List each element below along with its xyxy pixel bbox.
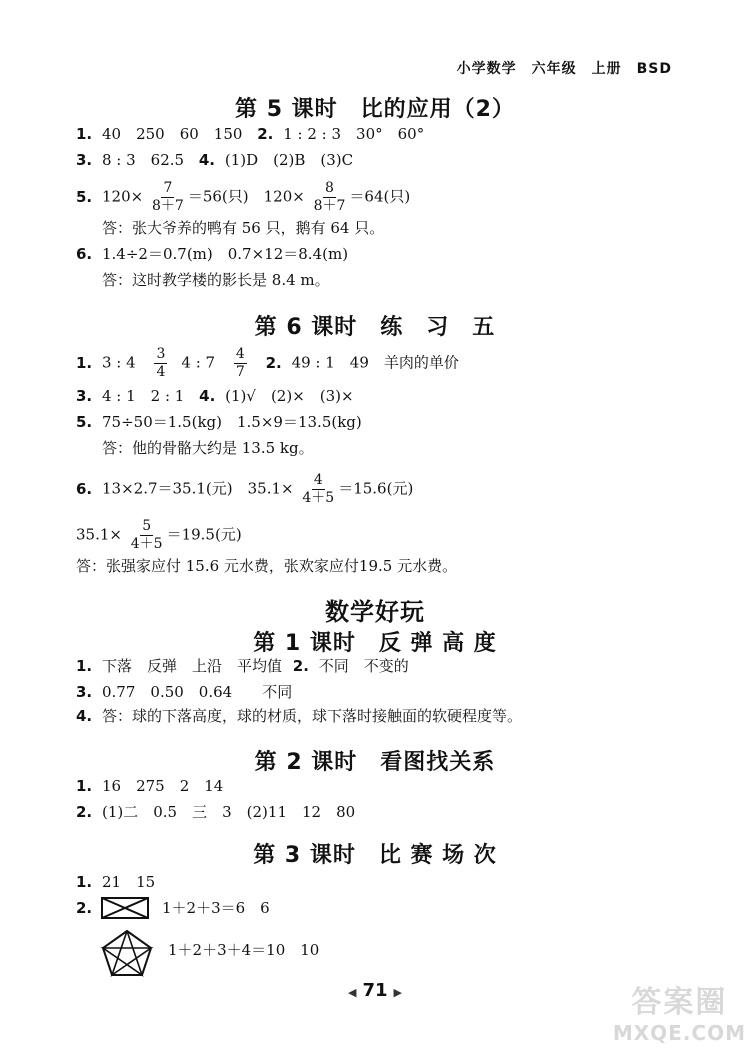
answer-text: 1＋2＋3＝6 6 bbox=[162, 899, 270, 917]
chapter-title-math-fun: 数学好玩 bbox=[325, 598, 425, 626]
answer-text: 下落 反弹 上沿 平均值 bbox=[102, 657, 283, 675]
answer-text: 120× bbox=[102, 187, 144, 206]
item-number: 2. bbox=[265, 353, 282, 372]
answer-text: ＝19.5(元) bbox=[166, 525, 242, 544]
page-number: ◀ 71 ▶ bbox=[348, 980, 402, 1001]
item-number: 5. bbox=[76, 187, 93, 206]
item-number: 4. bbox=[198, 151, 215, 169]
answer-line: 答：张大爷养的鸭有 56 只，鹅有 64 只。 bbox=[102, 219, 385, 237]
answer-line bbox=[76, 872, 155, 892]
watermark-logo: 答案圈 MXQE.COM bbox=[612, 985, 746, 1045]
answer-line bbox=[76, 776, 223, 796]
answer-text: ＝15.6(元) bbox=[338, 479, 414, 498]
answer-text: 16 275 2 14 bbox=[102, 777, 224, 795]
four-points-graph-figure bbox=[100, 896, 150, 920]
item-number: 3. bbox=[76, 683, 93, 701]
answer-line: 答：这时教学楼的影长是 8.4 m。 bbox=[102, 271, 330, 289]
answer-text: ＝64(只) bbox=[349, 187, 411, 206]
fraction: $\frac{7}{8+7}$ bbox=[151, 180, 184, 214]
section-title-graph-relations: 第 2 课时 看图找关系 bbox=[254, 750, 496, 775]
left-arrow-icon: ◀ bbox=[348, 986, 357, 999]
answer-text: 3 : 4 bbox=[102, 353, 136, 372]
section-title-match-count: 第 3 课时 比 赛 场 次 bbox=[253, 843, 497, 868]
answer-text: 13×2.7＝35.1(元) 35.1× bbox=[102, 479, 294, 498]
item-number: 3. bbox=[76, 151, 93, 169]
answer-line bbox=[76, 472, 413, 507]
answer-line bbox=[76, 244, 348, 264]
answer-line: 答：张强家应付 15.6 元水费，张欢家应付19.5 元水费。 bbox=[76, 557, 458, 575]
answer-text: 21 15 bbox=[102, 873, 156, 891]
answer-line: 答：他的骨骼大约是 13.5 kg。 bbox=[102, 439, 314, 457]
answer-text: 49 : 1 49 羊肉的单价 bbox=[291, 353, 459, 372]
fraction: $\frac{4}{7}$ bbox=[235, 346, 245, 380]
book-header: 小学数学 六年级 上册 BSD bbox=[456, 61, 672, 77]
answer-text: 4 : 7 bbox=[181, 353, 216, 372]
item-number: 1. bbox=[76, 657, 93, 675]
answer-text: 1＋2＋3＋4＝10 10 bbox=[168, 941, 320, 959]
answer-text: 0.77 0.50 0.64 不同 bbox=[102, 683, 293, 701]
item-number: 1. bbox=[76, 777, 93, 795]
item-number: 4. bbox=[199, 387, 216, 405]
item-number: 2. bbox=[292, 657, 309, 675]
answer-text: ＝56(只) 120× bbox=[187, 187, 305, 206]
item-number: 2. bbox=[257, 125, 274, 143]
answer-text: 答：球的下落高度，球的材质，球下落时接触面的软硬程度等。 bbox=[102, 707, 523, 725]
answer-text: (1)二 0.5 三 3 (2)11 12 80 bbox=[102, 803, 356, 821]
item-number: 2. bbox=[76, 803, 93, 821]
answer-line bbox=[76, 656, 409, 676]
answer-text: 40 250 60 150 bbox=[102, 125, 243, 143]
item-number: 1. bbox=[76, 353, 93, 372]
item-number: 4. bbox=[76, 707, 93, 725]
answer-line bbox=[76, 682, 292, 702]
five-points-graph-figure bbox=[100, 928, 154, 978]
answer-text: 不同 不变的 bbox=[318, 657, 409, 675]
answer-text: 35.1× bbox=[76, 525, 122, 544]
item-number: 5. bbox=[76, 413, 93, 431]
answer-text: 8 : 3 62.5 bbox=[102, 151, 185, 169]
fraction: $\frac{3}{4}$ bbox=[156, 346, 166, 380]
answer-line bbox=[76, 898, 102, 918]
answer-line bbox=[76, 412, 362, 432]
item-number: 2. bbox=[76, 899, 93, 917]
answer-text: (1)D (2)B (3)C bbox=[224, 151, 354, 169]
fraction: $\frac{8}{8+7}$ bbox=[313, 180, 346, 214]
answer-line bbox=[76, 802, 355, 822]
answer-line bbox=[76, 346, 459, 381]
section-title-bounce: 第 1 课时 反 弹 高 度 bbox=[253, 631, 497, 656]
item-number: 3. bbox=[76, 387, 93, 405]
answer-line bbox=[76, 518, 242, 553]
answer-line bbox=[76, 150, 353, 170]
answer-line bbox=[76, 706, 522, 726]
answer-text: 1 : 2 : 3 30° 60° bbox=[283, 125, 425, 143]
answer-line bbox=[76, 124, 424, 144]
item-number: 6. bbox=[76, 245, 93, 263]
answer-text: 4 : 1 2 : 1 bbox=[102, 387, 185, 405]
right-arrow-icon: ▶ bbox=[393, 986, 402, 999]
answer-text: 75÷50＝1.5(kg) 1.5×9＝13.5(kg) bbox=[102, 413, 362, 431]
section-title-lesson5: 第 5 课时 比的应用（2） bbox=[235, 97, 515, 122]
answer-line bbox=[76, 386, 354, 406]
fraction: $\frac{5}{4+5}$ bbox=[130, 518, 163, 552]
answer-text: 1.4÷2＝0.7(m) 0.7×12＝8.4(m) bbox=[102, 245, 349, 263]
section-title-lesson6: 第 6 课时 练 习 五 bbox=[254, 315, 496, 340]
item-number: 1. bbox=[76, 873, 93, 891]
item-number: 1. bbox=[76, 125, 93, 143]
answer-text: (1)√ (2)× (3)× bbox=[225, 387, 354, 405]
fraction: $\frac{4}{4+5}$ bbox=[302, 472, 335, 506]
item-number: 6. bbox=[76, 479, 93, 498]
answer-line bbox=[76, 180, 410, 215]
